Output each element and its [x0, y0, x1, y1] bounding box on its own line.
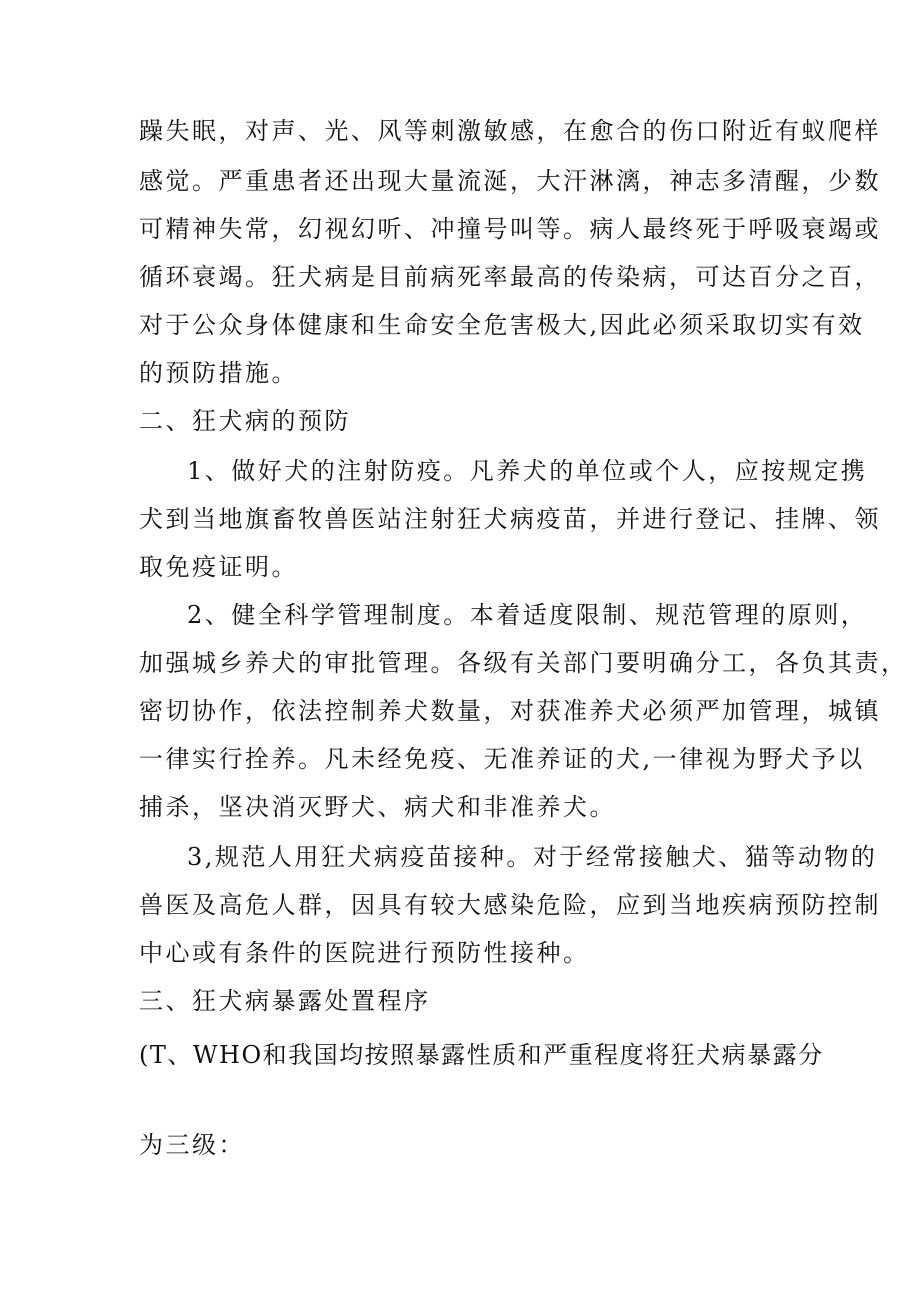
- text-line: 的预防措施。: [139, 359, 298, 387]
- text-line: 对于公众身体健康和生命安全危害极大,因此必须采取切实有效: [139, 311, 865, 339]
- text-line: 循环衰竭。狂犬病是目前病死率最高的传染病，可达百分之百，: [139, 263, 881, 291]
- section-heading-exposure: 三、狂犬病暴露处置程序: [139, 987, 431, 1015]
- text-line: 加强城乡养犬的审批管理。各级有关部门要明确分工，各负其责，: [139, 649, 908, 677]
- text-line: 1、做好犬的注射防疫。凡养犬的单位或个人，应按规定携: [187, 457, 868, 485]
- text-line: 可精神失常，幻视幻听、冲撞号叫等。病人最终死于呼吸衰竭或: [139, 215, 881, 243]
- text-line: 2、健全科学管理制度。本着适度限制、规范管理的原则，: [187, 601, 868, 629]
- text-line: 捕杀，坚决消灭野犬、病犬和非准养犬。: [139, 793, 616, 821]
- text-line: 犬到当地旗畜牧兽医站注射狂犬病疫苗，并进行登记、挂牌、领: [139, 505, 881, 533]
- text-line: 躁失眠，对声、光、风等刺激敏感，在愈合的伤口附近有蚁爬样: [139, 117, 881, 145]
- text-line: 感觉。严重患者还出现大量流涎，大汗淋漓，神志多清醒，少数: [139, 167, 881, 195]
- exposure-tail-line: 为三级：: [139, 1131, 245, 1159]
- text-line: 一律实行拴养。凡未经免疫、无准养证的犬,一律视为野犬予以: [139, 745, 865, 773]
- text-line: 密切协作，依法控制养犬数量，对获准养犬必须严加管理，城镇: [139, 697, 881, 725]
- section-heading-prevention: 二、狂犬病的预防: [139, 407, 351, 435]
- text-line: 3,规范人用狂犬病疫苗接种。对于经常接触犬、猫等动物的: [187, 843, 878, 871]
- text-line: 兽医及高危人群，因具有较大感染危险，应到当地疾病预防控制: [139, 891, 881, 919]
- text-line: 中心或有条件的医院进行预防性接种。: [139, 939, 590, 967]
- text-line: 取免疫证明。: [139, 553, 298, 581]
- exposure-intro-line: (T、WHO和我国均按照暴露性质和严重程度将狂犬病暴露分: [139, 1041, 824, 1069]
